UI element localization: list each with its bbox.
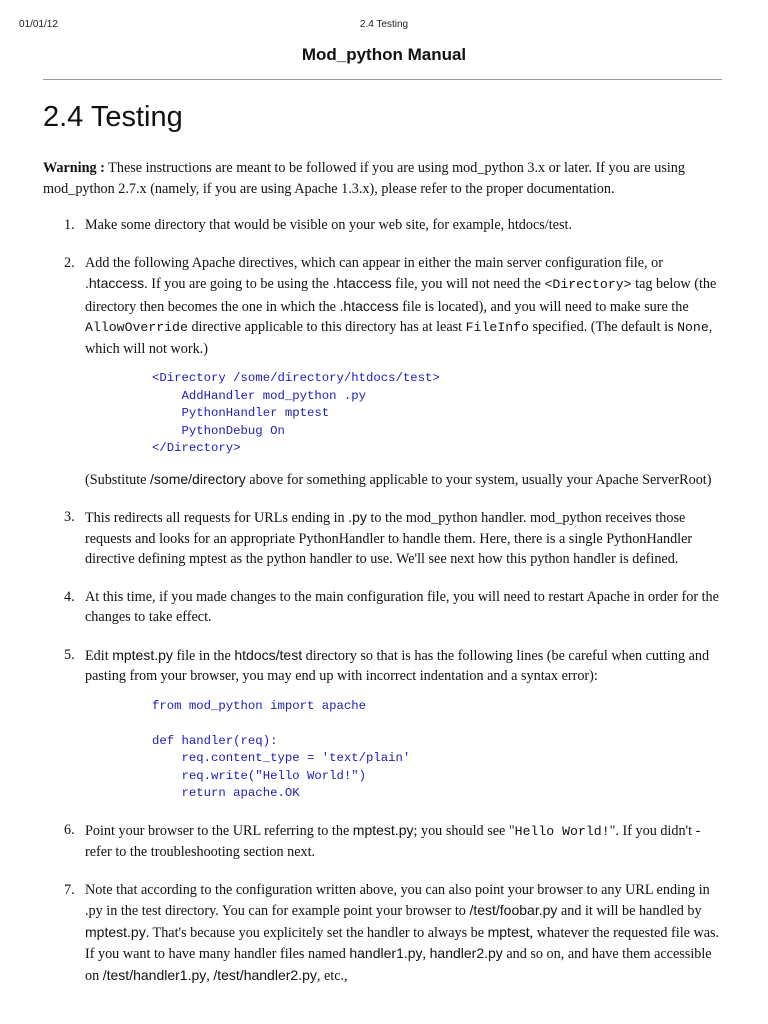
step-3 xyxy=(43,507,723,570)
python-handler-code-block: from mod_python import apache def handler(req): req.content_type = 'text/plain' req.write("Hello World!") return apache.OK xyxy=(152,698,411,800)
step-number: 6. xyxy=(64,821,75,838)
step-number: 2. xyxy=(64,254,75,271)
print-date: 01/01/12 xyxy=(19,19,58,30)
step-1 xyxy=(43,215,723,236)
section-title: 2.4 Testing xyxy=(43,101,183,133)
step-text: Point your browser to the URL referring to the mptest.py; you should see "Hello World!". If you didn't - refer to the troubleshooting section next. xyxy=(85,821,701,860)
inline-filename: mptest.py xyxy=(85,923,146,940)
substitute-note: (Substitute /some/directory above for something applicable to your system, usually your Apache ServerRoot) xyxy=(85,470,712,488)
inline-filename: mptest.py xyxy=(352,821,414,838)
step-6 xyxy=(43,820,723,863)
step-number: 7. xyxy=(64,881,75,898)
inline-handler-name: mptest xyxy=(487,923,530,940)
step-text: Note that according to the configuration written above, you can also point your browser to any URL ending in .py in the test directory. You can for example point your browser to /test/foobar.py and it will be handled by mptest.py. That's because you explicitely set the handler to always be mptest, whatever the requested file was. If you want to have many handler files named handler1.py, handler2.py and so on, and have them accessible on /test/handler1.py, /test/handler2.py, etc., xyxy=(85,881,720,984)
manual-title: Mod_python Manual xyxy=(301,45,467,64)
inline-path: /test/handler2.py xyxy=(213,966,317,983)
inline-code: <Directory> xyxy=(544,277,632,292)
header-divider xyxy=(43,79,722,80)
inline-extension: .py xyxy=(348,509,367,525)
warning-label: Warning : xyxy=(43,160,105,176)
step-text: At this time, if you made changes to the main configuration file, you will need to restart Apache in order for the changes to take effect. xyxy=(85,588,719,625)
step-7 xyxy=(43,880,723,987)
inline-filename: .htaccess xyxy=(339,297,399,314)
step-text: Add the following Apache directives, which can appear in either the main server configuration file, or .htaccess. If you are going to be using the .htaccess file, you will not need the <Directory> tag below (the directory then becomes the one in which the .htaccess file is located), and you will need to make sure the AllowOverride directive applicable to this directory has at least FileInfo specified. (The default is None, which will not work.) xyxy=(85,254,717,357)
step-number: 4. xyxy=(64,588,75,605)
inline-filename: mptest.py xyxy=(112,646,173,663)
step-4 xyxy=(43,587,723,628)
step-number: 5. xyxy=(64,646,75,663)
inline-filename: handler1.py xyxy=(349,945,423,961)
warning-paragraph xyxy=(43,158,723,200)
step-number: 1. xyxy=(64,217,75,233)
print-page-title: 2.4 Testing xyxy=(359,19,409,30)
inline-path: /test/foobar.py xyxy=(469,902,558,918)
inline-filename: .htaccess xyxy=(85,275,145,291)
inline-code: FileInfo xyxy=(465,320,529,335)
steps-list xyxy=(43,215,723,986)
apache-config-code-block: <Directory /some/directory/htdocs/test> AddHandler mod_python .py PythonHandler mptest PythonDebug On </Directory> xyxy=(152,371,440,455)
inline-path: /test/handler1.py xyxy=(102,966,207,983)
inline-path: htdocs/test xyxy=(234,646,303,663)
step-number: 3. xyxy=(64,509,75,525)
step-text: Edit mptest.py file in the htdocs/test directory so that is has the following lines (be careful when cutting and pasting from your browser, you may end up with incorrect indentation and a syntax error): xyxy=(85,646,710,684)
step-5 xyxy=(43,645,723,803)
step-text: Make some directory that would be visible on your web site, for example, htdocs/test. xyxy=(85,217,572,233)
inline-path: /some/directory xyxy=(150,470,246,487)
inline-code: None xyxy=(677,320,709,335)
main-content xyxy=(43,98,723,1003)
inline-code: Hello World! xyxy=(514,823,610,839)
step-text: This redirects all requests for URLs ending in .py to the mod_python handler. mod_python receives those requests and looks for an appropriate PythonHandler to handle them. Here, there is a single PythonHandler directive defining mptest as the python handler to use. We'll see next how this python handler is defined. xyxy=(85,509,693,567)
step-2 xyxy=(43,253,723,491)
inline-filename: handler2.py xyxy=(429,945,503,961)
inline-code: AllowOverride xyxy=(85,320,188,335)
warning-text: These instructions are meant to be followed if you are using mod_python 3.x or later. If you are using mod_python 2.7.x (namely, if you are using Apache 1.3.x), please refer to the proper documentation. xyxy=(43,160,685,197)
inline-filename: .htaccess xyxy=(332,275,392,291)
